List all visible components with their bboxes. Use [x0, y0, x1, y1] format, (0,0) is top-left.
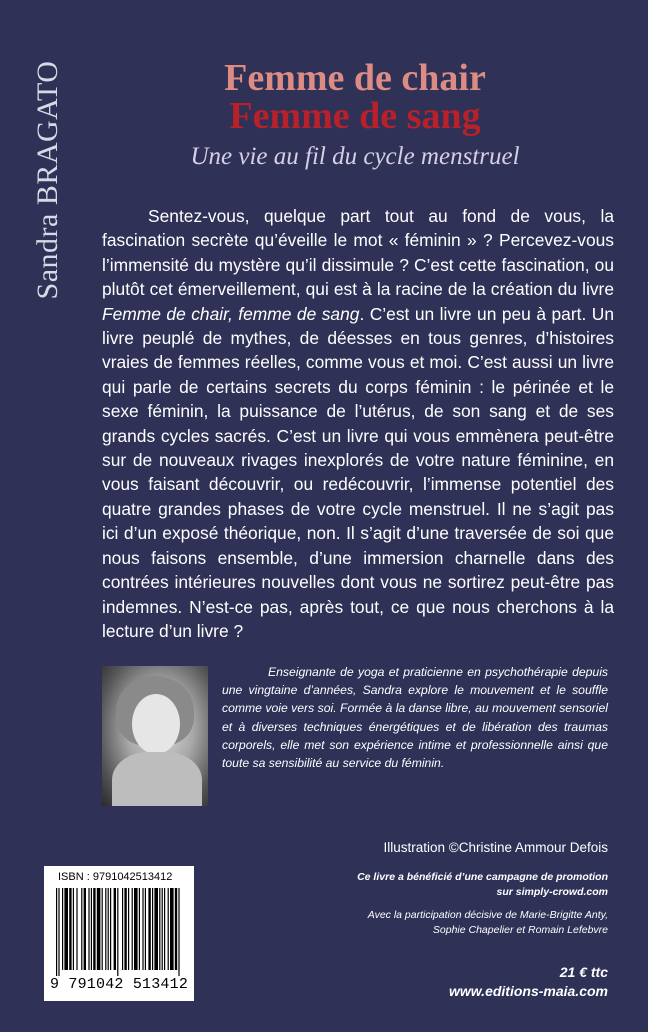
barcode-bar — [164, 888, 165, 970]
book-title-line1: Femme de chair — [224, 57, 486, 99]
blurb-text-part1: Sentez-vous, quelque part tout au fond de vous, la fascination secrète qu’éveille le mot « féminin » ? Percevez-vous l’immensité du mystère qu’il dissimule ? C’est cette fascination, ou plutôt cet émerveillement, qui est à la racine de la création du livre — [102, 206, 614, 300]
crowd-campaign-note — [308, 870, 608, 900]
barcode-bar — [114, 888, 116, 970]
barcode-bar — [148, 888, 150, 970]
price: 21 € ttc — [559, 964, 608, 980]
barcode-bar — [105, 888, 106, 970]
acknowledgements — [308, 908, 608, 938]
barcode-bars — [56, 888, 182, 976]
barcode-bar — [110, 888, 111, 970]
barcode-bar — [117, 888, 118, 976]
barcode-bar — [154, 888, 158, 970]
barcode-bar — [97, 888, 101, 970]
barcode-bar — [93, 888, 95, 970]
barcode-bar — [128, 888, 129, 970]
barcode-bar — [108, 888, 109, 970]
blurb-paragraph — [102, 204, 614, 643]
barcode-bar — [139, 888, 140, 970]
crowd-line1: Ce livre a bénéficié d’une campagne de promotion — [357, 871, 608, 883]
crowd-line2: sur simply-crowd.com — [496, 886, 608, 898]
back-cover-blurb — [102, 204, 614, 643]
publisher-website: www.editions-maia.com — [449, 983, 608, 999]
barcode-bar — [122, 888, 123, 970]
barcode-bar — [58, 888, 59, 976]
author-bio-text: Enseignante de yoga et praticienne en psychothérapie depuis une vingtaine d’années, Sandra explore le mouvement et le souffle comme voie vers soi. Formée à la danse libre, au mouvement sensoriel et à diverses techniques énergétiques et de libération des traumas corporels, elle met son expérience intime et professionnelle ainsi que toute sa sensibilité au service du féminin. — [222, 665, 608, 771]
barcode-bar — [64, 888, 68, 970]
barcode-box — [44, 866, 194, 1001]
barcode-bar — [168, 888, 169, 970]
barcode-bar — [132, 888, 133, 970]
author-photo — [102, 666, 208, 806]
blurb-book-title: Femme de chair, femme de sang — [102, 303, 360, 324]
barcode-bar — [178, 888, 179, 976]
blurb-text-part2: . C’est un livre un peu à part. Un livre peuplé de mythes, de déesses en tous genres, d’histoires vraies de femmes réelles, comme vous et moi. C’est aussi un livre qui parle de certains secrets du corps féminin : le périnée et le sexe féminin, la puissance de l’utérus, de son sang et de ses grands cycles sacrés. C’est un livre qui vous emmènera peut-être sur de nouveaux rivages inexplorés de votre nature féminine, en vous faisant découvrir, ou redécouvrir, l’immense potentiel des quatre grandes phases de votre cycle menstruel. Il ne s’agit pas ici d’un exposé théorique, non. Il s’agit d’une traversée de soi que nous faisons ensemble, d’une immersion charnelle dans des contrées intérieures nouvelles dont vous ne sortirez peut-être pas indemnes. N’est-ce pas, après tout, ce que nous cherchons à la lecture d’un livre ? — [102, 303, 614, 641]
barcode-bar — [124, 888, 126, 970]
barcode-bar — [134, 888, 138, 970]
book-title-line2: Femme de sang — [229, 95, 481, 137]
barcode-bar — [91, 888, 92, 970]
photo-face-shape — [132, 694, 180, 754]
barcode-bar — [62, 888, 63, 970]
barcode-bar — [142, 888, 143, 970]
spine-author — [18, 60, 78, 300]
barcode-digits: 9 791042 513412 — [50, 976, 189, 993]
photo-body-shape — [112, 752, 202, 806]
barcode-bar — [81, 888, 82, 970]
isbn-label: ISBN : 9791042513412 — [58, 871, 173, 883]
barcode-bar — [88, 888, 89, 970]
barcode-bar — [102, 888, 103, 970]
barcode-bar — [73, 888, 74, 970]
barcode-bar — [56, 888, 57, 976]
author-bio — [222, 663, 608, 772]
barcode-bar — [159, 888, 160, 970]
barcode-bar — [170, 888, 174, 970]
barcode-bar — [69, 888, 71, 970]
author-name: Sandra BRAGATO — [31, 60, 64, 300]
barcode-bar — [175, 888, 177, 970]
barcode-bar — [145, 888, 146, 970]
barcode-bar — [84, 888, 86, 970]
thanks-line1: Avec la participation décisive de Marie-Brigitte Anty, — [367, 909, 608, 921]
barcode-bar — [152, 888, 153, 970]
barcode-bar — [76, 888, 77, 970]
book-subtitle: Une vie au fil du cycle menstruel — [190, 143, 520, 170]
illustration-credit: Illustration ©Christine Ammour Defois — [383, 840, 608, 855]
barcode-bar — [162, 888, 163, 970]
thanks-line2: Sophie Chapelier et Romain Lefebvre — [432, 924, 608, 936]
